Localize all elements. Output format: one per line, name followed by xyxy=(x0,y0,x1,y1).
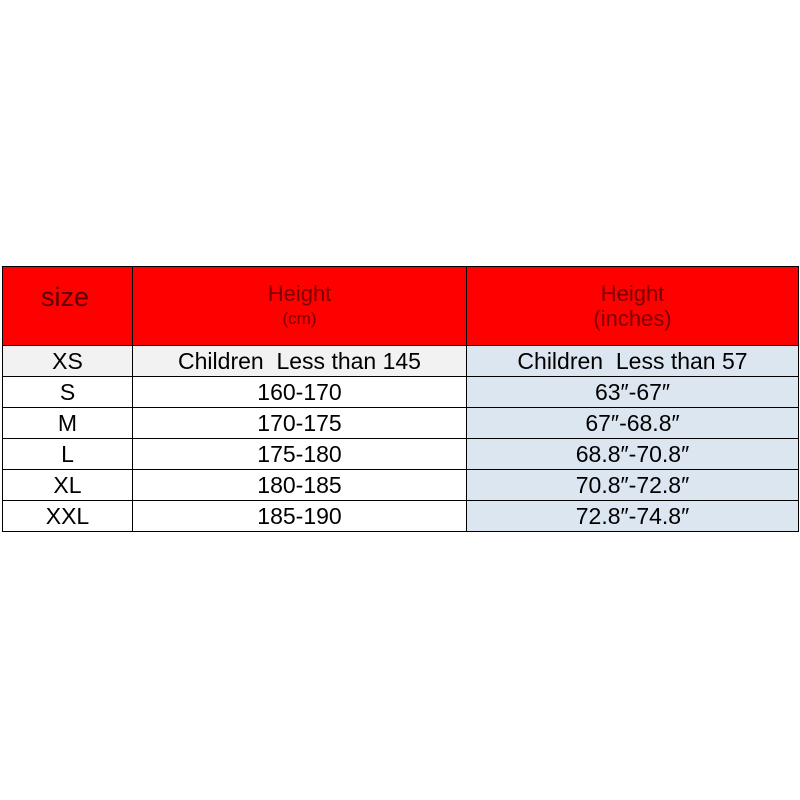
height-cm-cell: 175-180 xyxy=(133,439,467,470)
height-inches-cell: Children Less than 57 xyxy=(467,346,799,377)
size-cell: XL xyxy=(3,470,133,501)
header-row xyxy=(3,267,799,346)
table-row xyxy=(3,439,799,470)
height-cm-cell: Children Less than 145 xyxy=(133,346,467,377)
table-row xyxy=(3,501,799,532)
size-cell: M xyxy=(3,408,133,439)
header-height-cm xyxy=(133,267,467,346)
header-height-inches-unit: (inches) xyxy=(593,306,672,331)
header-height-inches xyxy=(467,267,799,346)
height-cm-cell: 180-185 xyxy=(133,470,467,501)
table-row xyxy=(3,377,799,408)
height-cm-cell: 170-175 xyxy=(133,408,467,439)
size-cell: L xyxy=(3,439,133,470)
size-cell: XS xyxy=(3,346,133,377)
header-height-cm-title: Height xyxy=(267,281,332,306)
height-inches-cell: 70.8″-72.8″ xyxy=(467,470,799,501)
table-row xyxy=(3,346,799,377)
header-height-cm-unit: (cm) xyxy=(282,309,317,328)
table-row xyxy=(3,408,799,439)
height-inches-cell: 63″-67″ xyxy=(467,377,799,408)
table-row xyxy=(3,470,799,501)
size-cell: S xyxy=(3,377,133,408)
size-chart-table xyxy=(2,266,799,532)
height-cm-cell: 160-170 xyxy=(133,377,467,408)
height-inches-cell: 68.8″-70.8″ xyxy=(467,439,799,470)
header-height-inches-title: Height xyxy=(600,281,665,306)
height-inches-cell: 67″-68.8″ xyxy=(467,408,799,439)
header-size: size xyxy=(3,267,133,346)
height-inches-cell: 72.8″-74.8″ xyxy=(467,501,799,532)
height-cm-cell: 185-190 xyxy=(133,501,467,532)
size-cell: XXL xyxy=(3,501,133,532)
